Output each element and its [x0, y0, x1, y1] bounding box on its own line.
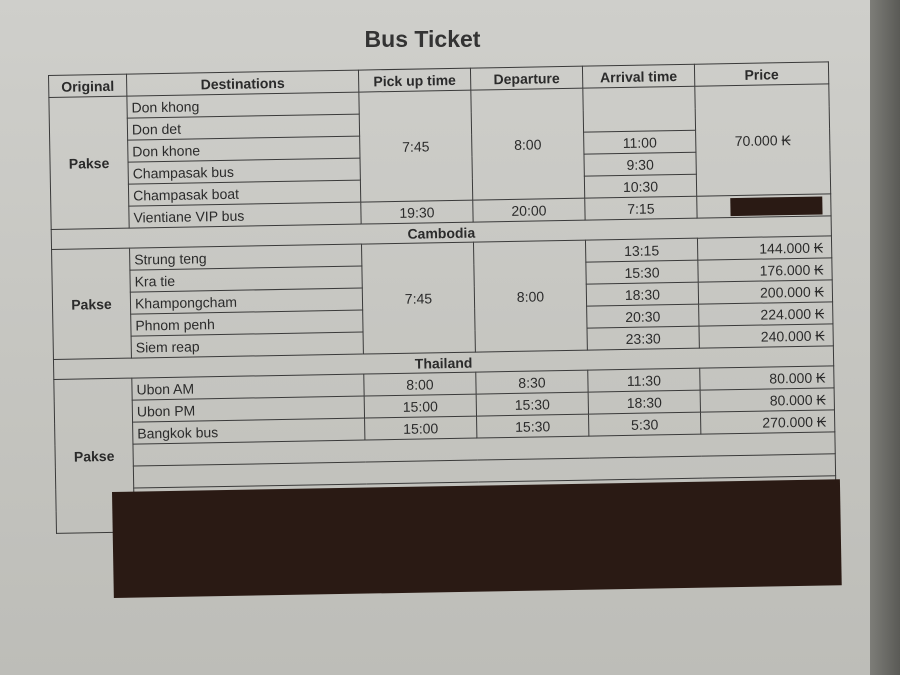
destination-cell: Don khong [127, 92, 359, 118]
destination-cell: Kra tie [130, 266, 362, 292]
destination-cell: Vientiane VIP bus [129, 202, 361, 228]
destination-cell: Phnom penh [131, 310, 363, 336]
header-departure: Departure [470, 66, 582, 90]
price-cell: 176.000 ₭ [698, 258, 832, 282]
pickup-cell: 8:00 [364, 372, 476, 396]
pickup-cell: 19:30 [361, 200, 473, 224]
destination-cell: Ubon AM [132, 374, 364, 400]
arrival-cell: 23:30 [587, 326, 699, 350]
arrival-cell: 10:30 [584, 174, 696, 198]
arrival-cell: 9:30 [584, 152, 696, 176]
header-pickup-time: Pick up time [358, 68, 470, 92]
pickup-cell: 7:45 [359, 90, 473, 202]
pickup-cell: 7:45 [361, 242, 475, 354]
arrival-cell: 13:15 [585, 238, 697, 262]
destination-cell: Champasak bus [128, 158, 360, 184]
arrival-cell: 20:30 [587, 304, 699, 328]
price-cell: 70.000 ₭ [695, 84, 831, 196]
departure-cell: 8:30 [476, 370, 588, 394]
section-thailand: Thailand [53, 346, 833, 380]
arrival-cell: 5:30 [589, 412, 701, 436]
page-title: Bus Ticket [364, 26, 481, 52]
redaction-mark [730, 196, 822, 216]
arrival-cell: 18:30 [588, 390, 700, 414]
header-destinations: Destinations [126, 70, 358, 96]
destination-cell: Siem reap [131, 332, 363, 358]
header-original: Original [49, 74, 127, 97]
departure-cell: 15:30 [477, 414, 589, 438]
price-cell: 144.000 ₭ [697, 236, 831, 260]
arrival-cell-blank [583, 86, 696, 132]
arrival-cell: 11:30 [588, 368, 700, 392]
destination-cell: Champasak boat [128, 180, 360, 206]
section-cambodia: Cambodia [51, 216, 831, 250]
header-price: Price [694, 62, 828, 86]
origin-cell: Pakse [49, 96, 129, 229]
bus-ticket-table [48, 61, 837, 534]
redaction-block [112, 479, 842, 598]
departure-cell: 8:00 [473, 240, 587, 352]
pickup-cell: 15:00 [365, 416, 477, 440]
destination-cell: Don det [127, 114, 359, 140]
departure-cell: 15:30 [476, 392, 588, 416]
price-cell: 224.000 ₭ [699, 302, 833, 326]
origin-cell: Pakse [54, 378, 135, 533]
arrival-cell: 7:15 [585, 196, 697, 220]
departure-cell: 8:00 [471, 88, 585, 200]
origin-cell: Pakse [52, 248, 132, 359]
destination-cell: Khampongcham [130, 288, 362, 314]
arrival-cell: 18:30 [586, 282, 698, 306]
pickup-cell: 15:00 [364, 394, 476, 418]
price-cell: 240.000 ₭ [699, 324, 833, 348]
price-cell: 80.000 ₭ [700, 388, 834, 412]
destination-cell: Don khone [128, 136, 360, 162]
price-cell: 270.000 ₭ [700, 410, 834, 434]
arrival-cell: 11:00 [584, 130, 696, 154]
departure-cell: 20:00 [473, 198, 585, 222]
destination-cell: Ubon PM [132, 396, 364, 422]
price-cell: 200.000 ₭ [698, 280, 832, 304]
arrival-cell: 15:30 [586, 260, 698, 284]
header-arrival-time: Arrival time [582, 64, 694, 88]
destination-cell: Strung teng [130, 244, 362, 270]
paper-edge-shadow [870, 0, 900, 675]
price-cell-redacted [697, 194, 831, 218]
price-cell: 80.000 ₭ [700, 366, 834, 390]
destination-cell: Bangkok bus [133, 418, 365, 444]
